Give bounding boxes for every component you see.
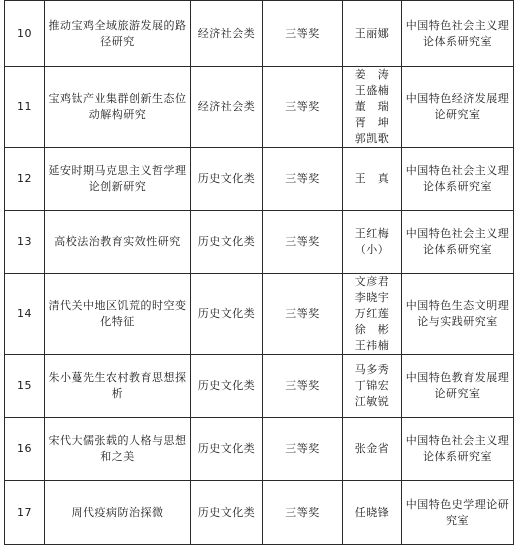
category: 历史文化类: [191, 211, 263, 274]
author-name: 任晓锋: [354, 505, 390, 519]
author-name: 王 真: [354, 172, 390, 185]
project-title: 延安时期马克思主义哲学理论创新研究: [45, 148, 191, 211]
category: 历史文化类: [191, 148, 263, 211]
authors: [343, 481, 402, 545]
table-row: [5, 67, 514, 148]
author-name: 丁锦宏: [354, 379, 390, 392]
category: 历史文化类: [191, 355, 263, 418]
project-title: 清代关中地区饥荒的时空变化特征: [45, 274, 191, 355]
author-name: 文彦君: [354, 275, 390, 288]
award-level: 三等奖: [263, 67, 343, 148]
category: 经济社会类: [191, 1, 263, 67]
author-name: 王丽娜: [354, 26, 390, 40]
award-level: 三等奖: [263, 481, 343, 545]
table-row: [5, 1, 514, 67]
author-note: （小）: [354, 243, 390, 256]
author-name: 李晓宇: [354, 291, 390, 304]
project-title: 宋代大儒张载的人格与思想和之美: [45, 418, 191, 481]
author-name: 郭凯歌: [354, 132, 390, 145]
project-title: 推动宝鸡全域旅游发展的路径研究: [45, 1, 191, 67]
row-number: 12: [5, 148, 45, 211]
author-name: 王盛楠: [354, 84, 390, 97]
research-unit: 中国特色经济发展理论研究室: [402, 67, 514, 148]
author-name: 万红莲: [354, 307, 390, 320]
category: 历史文化类: [191, 418, 263, 481]
row-number: 11: [5, 67, 45, 148]
project-title: 朱小蔓先生农村教育思想探析: [45, 355, 191, 418]
row-number: 14: [5, 274, 45, 355]
author-name: 胥 坤: [354, 116, 390, 129]
authors: [343, 355, 402, 418]
row-number: 15: [5, 355, 45, 418]
award-level: 三等奖: [263, 148, 343, 211]
project-title: 宝鸡钛产业集群创新生态位动解构研究: [45, 67, 191, 148]
author-name: 江敏锐: [354, 395, 390, 408]
research-unit: 中国特色教育发展理论研究室: [402, 355, 514, 418]
awards-table: [4, 0, 514, 545]
award-level: 三等奖: [263, 274, 343, 355]
award-level: 三等奖: [263, 355, 343, 418]
award-level: 三等奖: [263, 211, 343, 274]
author-name: 董 瑞: [354, 100, 390, 113]
table-row: [5, 148, 514, 211]
author-name: 王祎楠: [354, 339, 390, 352]
authors: [343, 67, 402, 148]
research-unit: 中国特色生态文明理论与实践研究室: [402, 274, 514, 355]
author-name: 马多秀: [354, 363, 390, 376]
author-name: 姜 涛: [354, 68, 390, 81]
author-name: 徐 彬: [354, 323, 390, 336]
authors: [343, 418, 402, 481]
research-unit: 中国特色社会主义理论体系研究室: [402, 1, 514, 67]
authors: [343, 1, 402, 67]
row-number: 16: [5, 418, 45, 481]
author-name: 王红梅: [354, 227, 390, 240]
research-unit: 中国特色社会主义理论体系研究室: [402, 211, 514, 274]
research-unit: 中国特色史学理论研究室: [402, 481, 514, 545]
row-number: 13: [5, 211, 45, 274]
row-number: 10: [5, 1, 45, 67]
award-level: 三等奖: [263, 1, 343, 67]
category: 历史文化类: [191, 274, 263, 355]
research-unit: 中国特色社会主义理论体系研究室: [402, 148, 514, 211]
table-row: [5, 211, 514, 274]
author-name: 张金省: [354, 442, 390, 455]
table-row: [5, 481, 514, 545]
research-unit: 中国特色社会主义理论体系研究室: [402, 418, 514, 481]
row-number: 17: [5, 481, 45, 545]
authors: [343, 211, 402, 274]
project-title: 周代疫病防治探微: [45, 481, 191, 545]
category: 历史文化类: [191, 481, 263, 545]
category: 经济社会类: [191, 67, 263, 148]
table-row: [5, 355, 514, 418]
project-title: 高校法治教育实效性研究: [45, 211, 191, 274]
authors: [343, 274, 402, 355]
table-row: [5, 274, 514, 355]
table-row: [5, 418, 514, 481]
award-level: 三等奖: [263, 418, 343, 481]
authors: [343, 148, 402, 211]
